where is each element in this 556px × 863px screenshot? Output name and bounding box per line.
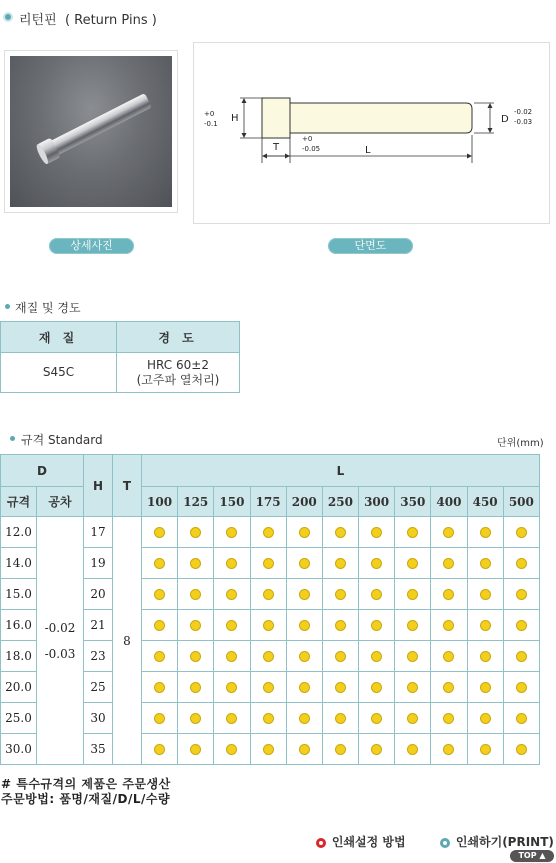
header-L-value: 125 [178, 487, 214, 517]
available-dot-icon [154, 744, 165, 755]
available-dot-icon [154, 682, 165, 693]
spec-table [0, 454, 540, 765]
availability-cell [431, 517, 467, 548]
availability-cell [142, 672, 178, 703]
drawing-H-tol-plus: +0 [204, 110, 215, 118]
available-dot-icon [226, 558, 237, 569]
hardness-line1: HRC 60±2 [147, 357, 209, 372]
drawing-H-tol-minus: -0.1 [204, 120, 218, 128]
drawing-D-label: D [501, 114, 509, 125]
availability-cell [142, 641, 178, 672]
available-dot-icon [371, 651, 382, 662]
spec-H-value: 35 [84, 734, 113, 765]
spec-H-value: 30 [84, 703, 113, 734]
available-dot-icon [263, 589, 274, 600]
availability-cell [395, 517, 431, 548]
availability-cell [250, 734, 286, 765]
available-dot-icon [335, 620, 346, 631]
available-dot-icon [480, 744, 491, 755]
availability-cell [359, 672, 395, 703]
availability-cell [467, 579, 503, 610]
material-section-title: 재질 및 경도 [15, 301, 81, 315]
spec-H-value: 20 [84, 579, 113, 610]
availability-cell [431, 672, 467, 703]
available-dot-icon [516, 558, 527, 569]
available-dot-icon [226, 682, 237, 693]
tolerance-cell [37, 517, 84, 765]
available-dot-icon [263, 620, 274, 631]
availability-cell [431, 548, 467, 579]
available-dot-icon [371, 713, 382, 724]
spec-H-value: 23 [84, 641, 113, 672]
availability-cell [142, 734, 178, 765]
hardness-line2: (고주파 열처리) [136, 372, 220, 387]
header-L-value: 450 [467, 487, 503, 517]
availability-cell [431, 579, 467, 610]
available-dot-icon [299, 713, 310, 724]
availability-cell [214, 641, 250, 672]
available-dot-icon [407, 589, 418, 600]
material-header: 재 질 [1, 322, 117, 353]
drawing-D-tol-upper: -0.02 [514, 108, 533, 116]
cross-section-button[interactable]: 단면도 [328, 238, 413, 254]
availability-cell [467, 672, 503, 703]
header-H: H [84, 455, 113, 517]
available-dot-icon [299, 744, 310, 755]
available-dot-icon [226, 651, 237, 662]
spec-D-value: 14.0 [1, 548, 37, 579]
available-dot-icon [480, 713, 491, 724]
available-dot-icon [407, 651, 418, 662]
available-dot-icon [154, 651, 165, 662]
availability-cell [322, 672, 358, 703]
availability-cell [286, 703, 322, 734]
available-dot-icon [154, 713, 165, 724]
available-dot-icon [443, 651, 454, 662]
availability-cell [178, 548, 214, 579]
available-dot-icon [335, 651, 346, 662]
spec-bullet-icon [10, 436, 15, 441]
header-L-value: 250 [322, 487, 358, 517]
header-T: T [113, 455, 142, 517]
available-dot-icon [371, 558, 382, 569]
drawing-T-tol-minus: -0.05 [302, 145, 321, 153]
availability-cell [286, 641, 322, 672]
available-dot-icon [299, 527, 310, 538]
table-row [1, 517, 540, 548]
hardness-header: 경 도 [117, 322, 240, 353]
availability-cell [359, 734, 395, 765]
availability-cell [503, 672, 539, 703]
availability-cell [359, 579, 395, 610]
availability-cell [178, 610, 214, 641]
available-dot-icon [407, 527, 418, 538]
available-dot-icon [443, 713, 454, 724]
availability-cell [395, 703, 431, 734]
available-dot-icon [335, 744, 346, 755]
available-dot-icon [190, 589, 201, 600]
available-dot-icon [226, 744, 237, 755]
available-dot-icon [226, 620, 237, 631]
drawing-L-label: L [365, 145, 371, 156]
header-L-value: 200 [286, 487, 322, 517]
available-dot-icon [407, 558, 418, 569]
product-photo [10, 56, 172, 207]
availability-cell [286, 548, 322, 579]
available-dot-icon [480, 651, 491, 662]
availability-cell [503, 703, 539, 734]
availability-cell [214, 672, 250, 703]
availability-cell [250, 672, 286, 703]
availability-cell [503, 579, 539, 610]
availability-cell [214, 517, 250, 548]
availability-cell [250, 579, 286, 610]
available-dot-icon [154, 589, 165, 600]
drawing-D-tol-lower: -0.03 [514, 118, 533, 126]
availability-cell [142, 517, 178, 548]
available-dot-icon [407, 682, 418, 693]
available-dot-icon [335, 682, 346, 693]
availability-cell [214, 703, 250, 734]
available-dot-icon [480, 527, 491, 538]
spec-D-value: 25.0 [1, 703, 37, 734]
available-dot-icon [335, 527, 346, 538]
available-dot-icon [480, 620, 491, 631]
available-dot-icon [480, 558, 491, 569]
material-bullet-icon [5, 304, 10, 309]
available-dot-icon [516, 682, 527, 693]
available-dot-icon [154, 620, 165, 631]
availability-cell [322, 548, 358, 579]
header-L-value: 175 [250, 487, 286, 517]
spec-D-value: 12.0 [1, 517, 37, 548]
availability-cell [286, 734, 322, 765]
availability-cell [322, 517, 358, 548]
availability-cell [395, 641, 431, 672]
available-dot-icon [299, 558, 310, 569]
available-dot-icon [371, 589, 382, 600]
available-dot-icon [226, 589, 237, 600]
header-D: D [1, 455, 84, 487]
hardness-value [117, 353, 240, 393]
availability-cell [142, 579, 178, 610]
available-dot-icon [480, 682, 491, 693]
availability-cell [250, 703, 286, 734]
availability-cell [359, 548, 395, 579]
availability-cell [178, 641, 214, 672]
available-dot-icon [371, 682, 382, 693]
available-dot-icon [371, 527, 382, 538]
available-dot-icon [190, 713, 201, 724]
availability-cell [322, 610, 358, 641]
print-link[interactable] [440, 833, 554, 850]
availability-cell [214, 548, 250, 579]
available-dot-icon [299, 651, 310, 662]
note-order-method: 주문방법: 품명/재질/D/L/수량 [1, 792, 171, 806]
availability-cell [250, 641, 286, 672]
availability-cell [467, 734, 503, 765]
availability-cell [395, 548, 431, 579]
availability-cell [467, 610, 503, 641]
drawing-T-tol-plus: +0 [302, 135, 313, 143]
availability-cell [395, 610, 431, 641]
availability-cell [503, 610, 539, 641]
availability-cell [503, 548, 539, 579]
availability-cell [467, 548, 503, 579]
available-dot-icon [443, 682, 454, 693]
availability-cell [431, 610, 467, 641]
availability-cell [467, 517, 503, 548]
availability-cell [359, 517, 395, 548]
available-dot-icon [335, 558, 346, 569]
available-dot-icon [480, 589, 491, 600]
header-L-value: 400 [431, 487, 467, 517]
availability-cell [286, 579, 322, 610]
available-dot-icon [190, 744, 201, 755]
availability-cell [214, 579, 250, 610]
availability-cell [322, 641, 358, 672]
spec-D-value: 30.0 [1, 734, 37, 765]
availability-cell [322, 703, 358, 734]
spec-T-value: 8 [113, 517, 142, 765]
photo-detail-button[interactable]: 상세사진 [49, 238, 134, 254]
available-dot-icon [335, 713, 346, 724]
available-dot-icon [190, 682, 201, 693]
spec-D-value: 16.0 [1, 610, 37, 641]
return-pin-image [10, 56, 172, 207]
availability-cell [431, 734, 467, 765]
available-dot-icon [226, 527, 237, 538]
top-button[interactable]: TOP ▲ [510, 850, 554, 862]
availability-cell [178, 734, 214, 765]
availability-cell [142, 548, 178, 579]
availability-cell [467, 703, 503, 734]
available-dot-icon [263, 527, 274, 538]
available-dot-icon [154, 527, 165, 538]
available-dot-icon [443, 558, 454, 569]
header-L-value: 500 [503, 487, 539, 517]
cross-section-drawing-frame [193, 42, 550, 224]
header-L-value: 350 [395, 487, 431, 517]
available-dot-icon [263, 651, 274, 662]
spec-D-value: 18.0 [1, 641, 37, 672]
available-dot-icon [407, 744, 418, 755]
availability-cell [214, 610, 250, 641]
availability-cell [250, 610, 286, 641]
print-settings-label: 인쇄설정 방법 [331, 835, 406, 849]
available-dot-icon [263, 558, 274, 569]
available-dot-icon [263, 682, 274, 693]
available-dot-icon [190, 558, 201, 569]
spec-H-value: 25 [84, 672, 113, 703]
available-dot-icon [299, 589, 310, 600]
available-dot-icon [299, 620, 310, 631]
header-L-value: 300 [359, 487, 395, 517]
available-dot-icon [335, 589, 346, 600]
title-bullet-icon [3, 12, 13, 22]
availability-cell [214, 734, 250, 765]
note-special-order: # 특수규격의 제품은 주문생산 [1, 777, 171, 791]
spec-H-value: 17 [84, 517, 113, 548]
available-dot-icon [443, 589, 454, 600]
available-dot-icon [516, 651, 527, 662]
available-dot-icon [516, 527, 527, 538]
availability-cell [142, 703, 178, 734]
availability-cell [503, 641, 539, 672]
material-value: S45C [1, 353, 117, 393]
header-tolerance: 공차 [37, 487, 84, 517]
available-dot-icon [516, 744, 527, 755]
availability-cell [359, 703, 395, 734]
available-dot-icon [263, 713, 274, 724]
availability-cell [178, 703, 214, 734]
availability-cell [395, 734, 431, 765]
drawing-H-label: H [231, 113, 239, 124]
spec-H-value: 19 [84, 548, 113, 579]
unit-label: 단위(mm) [497, 438, 544, 449]
spec-D-value: 20.0 [1, 672, 37, 703]
print-settings-link[interactable] [316, 833, 406, 850]
available-dot-icon [371, 744, 382, 755]
available-dot-icon [154, 558, 165, 569]
availability-cell [322, 579, 358, 610]
availability-cell [142, 610, 178, 641]
available-dot-icon [516, 589, 527, 600]
availability-cell [359, 610, 395, 641]
print-label: 인쇄하기(PRINT) [455, 835, 554, 849]
available-dot-icon [190, 527, 201, 538]
available-dot-icon [190, 651, 201, 662]
available-dot-icon [299, 682, 310, 693]
availability-cell [395, 672, 431, 703]
spec-D-value: 15.0 [1, 579, 37, 610]
availability-cell [431, 641, 467, 672]
red-bullet-icon [316, 838, 326, 848]
available-dot-icon [190, 620, 201, 631]
page-title: 리턴핀 ( Return Pins ) [19, 13, 157, 28]
availability-cell [467, 641, 503, 672]
availability-cell [250, 548, 286, 579]
tolerance-lower: -0.03 [44, 646, 76, 661]
availability-cell [286, 610, 322, 641]
teal-bullet-icon [440, 838, 450, 848]
availability-cell [178, 579, 214, 610]
cross-section-drawing [194, 43, 551, 225]
availability-cell [286, 672, 322, 703]
header-L: L [142, 455, 540, 487]
availability-cell [431, 703, 467, 734]
header-L-value: 150 [214, 487, 250, 517]
availability-cell [286, 517, 322, 548]
tolerance-upper: -0.02 [44, 620, 76, 635]
spec-section-title: 규격 Standard [21, 433, 103, 447]
availability-cell [395, 579, 431, 610]
available-dot-icon [516, 713, 527, 724]
available-dot-icon [226, 713, 237, 724]
availability-cell [503, 517, 539, 548]
availability-cell [322, 734, 358, 765]
availability-cell [178, 517, 214, 548]
available-dot-icon [516, 620, 527, 631]
header-L-value: 100 [142, 487, 178, 517]
availability-cell [178, 672, 214, 703]
available-dot-icon [443, 620, 454, 631]
available-dot-icon [443, 527, 454, 538]
available-dot-icon [443, 744, 454, 755]
available-dot-icon [407, 620, 418, 631]
available-dot-icon [263, 744, 274, 755]
spec-H-value: 21 [84, 610, 113, 641]
availability-cell [503, 734, 539, 765]
product-photo-frame [4, 50, 178, 213]
availability-cell [359, 641, 395, 672]
available-dot-icon [407, 713, 418, 724]
availability-cell [250, 517, 286, 548]
material-table [0, 321, 240, 393]
drawing-T-label: T [273, 142, 280, 153]
header-spec: 규격 [1, 487, 37, 517]
available-dot-icon [371, 620, 382, 631]
